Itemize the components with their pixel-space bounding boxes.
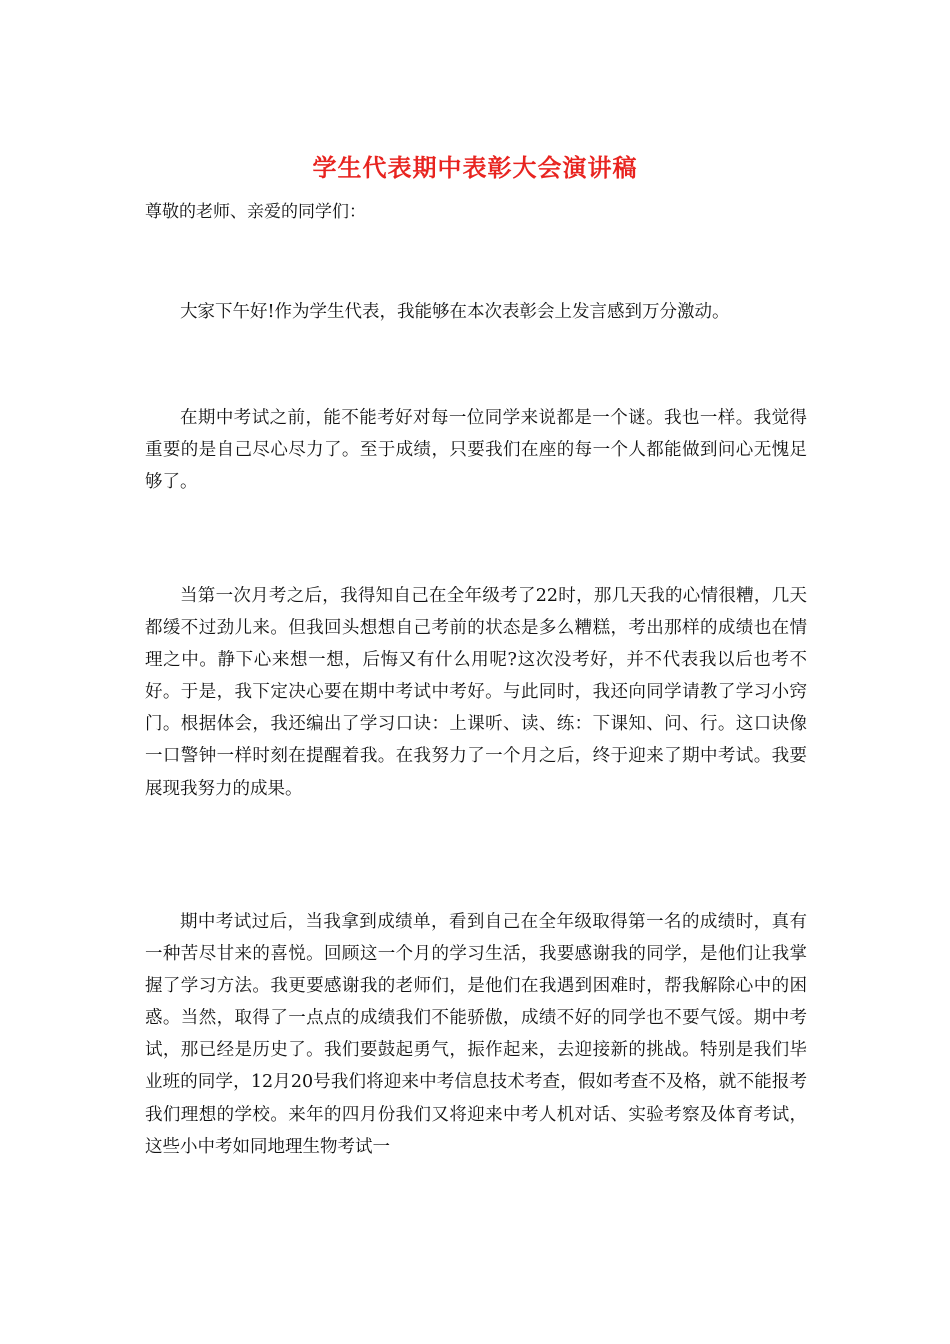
paragraph-first-monthly-exam: 当第一次月考之后，我得知自己在全年级考了22时，那几天我的心情很糟，几天都缓不过劲儿来。但我回头想想自己考前的状态是多么糟糕，考出那样的成绩也在情理之中。静下心来想一想，后悔又有什么用呢?这次没考好，并不代表我以后也考不好。于是，我下定决心要在期中考试中考好。与此同时，我还向同学请教了学习小窍门。根据体会，我还编出了学习口诀：上课听、读、练：下课知、问、行。这口诀像一口警钟一样时刻在提醒着我。在我努力了一个月之后，终于迎来了期中考试。我要展现我努力的成果。: [145, 586, 807, 799]
salutation: 尊敬的老师、亲爱的同学们：: [145, 202, 366, 222]
paragraph-greeting: 大家下午好!作为学生代表，我能够在本次表彰会上发言感到万分激动。: [180, 302, 730, 322]
paragraph-after-midterm: 期中考试过后，当我拿到成绩单，看到自己在全年级取得第一名的成绩时，真有一种苦尽甘来的喜悦。回顾这一个月的学习生活，我要感谢我的同学，是他们让我掌握了学习方法。我更要感谢我的老师们，是他们在我遇到困难时，帮我解除心中的困惑。当然，取得了一点点的成绩我们不能骄傲，成绩不好的同学也不要气馁。期中考试，那已经是历史了。我们要鼓起勇气，振作起来，去迎接新的挑战。特别是我们毕业班的同学，12月20号我们将迎来中考信息技术考查，假如考查不及格，就不能报考我们理想的学校。来年的四月份我们又将迎来中考人机对话、实验考察及体育考试，这些小中考如同地理生物考试一: [145, 912, 807, 1157]
paragraph-before-exam: 在期中考试之前，能不能考好对每一位同学来说都是一个谜。我也一样。我觉得重要的是自己尽心尽力了。至于成绩，只要我们在座的每一个人都能做到问心无愧足够了。: [145, 408, 807, 493]
document-title: 学生代表期中表彰大会演讲稿: [312, 153, 638, 182]
